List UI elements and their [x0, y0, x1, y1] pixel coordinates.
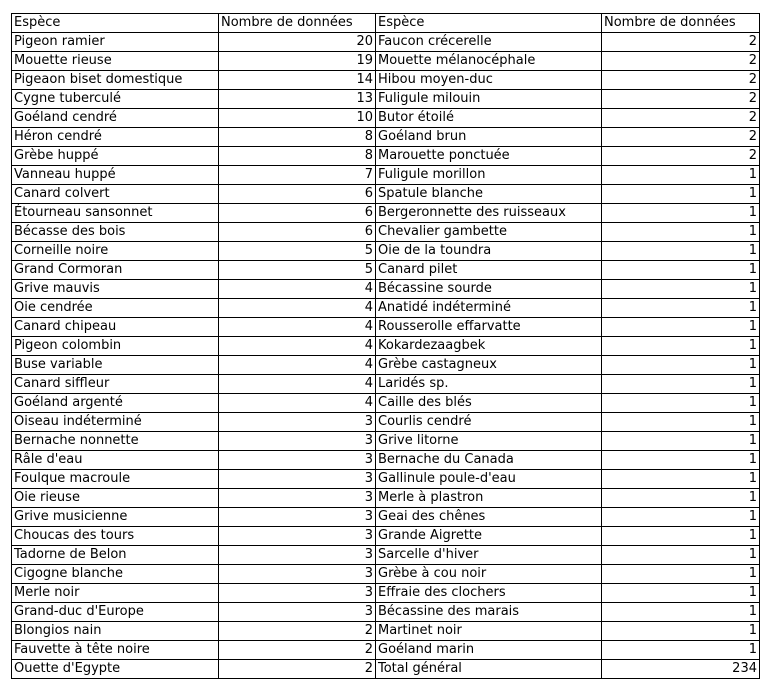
species-cell: Goéland brun	[376, 128, 602, 147]
species-cell: Goéland argenté	[12, 394, 219, 413]
count-cell: 1	[602, 584, 760, 603]
count-cell: 6	[219, 223, 376, 242]
species-cell: Merle à plastron	[376, 489, 602, 508]
species-cell: Fuligule milouin	[376, 90, 602, 109]
species-cell: Laridés sp.	[376, 375, 602, 394]
species-cell: Bergeronnette des ruisseaux	[376, 204, 602, 223]
count-cell: 1	[602, 394, 760, 413]
count-cell: 2	[219, 641, 376, 660]
count-cell: 1	[602, 375, 760, 394]
species-cell: Grèbe à cou noir	[376, 565, 602, 584]
table-row	[12, 299, 760, 318]
species-cell: Faucon crécerelle	[376, 33, 602, 52]
table-row	[12, 204, 760, 223]
species-cell: Corneille noire	[12, 242, 219, 261]
count-cell: 3	[219, 451, 376, 470]
table-row	[12, 470, 760, 489]
species-cell: Marouette ponctuée	[376, 147, 602, 166]
count-cell: 3	[219, 432, 376, 451]
table-row	[12, 508, 760, 527]
species-cell: Martinet noir	[376, 622, 602, 641]
table-row	[12, 546, 760, 565]
table-row	[12, 565, 760, 584]
table-row	[12, 660, 760, 679]
table-row	[12, 356, 760, 375]
count-cell: 10	[219, 109, 376, 128]
species-cell: Anatidé indéterminé	[376, 299, 602, 318]
species-cell: Goéland marin	[376, 641, 602, 660]
species-cell: Courlis cendré	[376, 413, 602, 432]
count-cell: 14	[219, 71, 376, 90]
table-row	[12, 451, 760, 470]
count-cell: 1	[602, 622, 760, 641]
species-cell: Canard chipeau	[12, 318, 219, 337]
table-row	[12, 33, 760, 52]
count-cell: 5	[219, 261, 376, 280]
species-cell: Mouette rieuse	[12, 52, 219, 71]
table-row	[12, 622, 760, 641]
species-cell: Pigeon ramier	[12, 33, 219, 52]
count-cell: 3	[219, 603, 376, 622]
header-species-right: Espèce	[376, 14, 602, 33]
count-cell: 4	[219, 299, 376, 318]
count-cell: 1	[602, 223, 760, 242]
table-row	[12, 603, 760, 622]
table-row	[12, 394, 760, 413]
count-cell: 1	[602, 280, 760, 299]
count-cell: 1	[602, 565, 760, 584]
count-cell: 1	[602, 470, 760, 489]
species-cell: Bécassine des marais	[376, 603, 602, 622]
count-cell: 1	[602, 204, 760, 223]
count-cell: 4	[219, 356, 376, 375]
table-row	[12, 318, 760, 337]
count-cell: 8	[219, 128, 376, 147]
count-cell: 3	[219, 489, 376, 508]
count-cell: 8	[219, 147, 376, 166]
species-cell: Rousserolle effarvatte	[376, 318, 602, 337]
count-cell: 2	[602, 109, 760, 128]
count-cell: 4	[219, 375, 376, 394]
species-cell: Cygne tuberculé	[12, 90, 219, 109]
count-cell: 1	[602, 508, 760, 527]
count-cell: 3	[219, 584, 376, 603]
species-cell: Tadorne de Belon	[12, 546, 219, 565]
species-cell: Choucas des tours	[12, 527, 219, 546]
count-cell: 1	[602, 641, 760, 660]
count-cell: 6	[219, 204, 376, 223]
table-row	[12, 71, 760, 90]
species-cell: Mouette mélanocéphale	[376, 52, 602, 71]
count-cell: 1	[602, 489, 760, 508]
species-cell: Cigogne blanche	[12, 565, 219, 584]
species-cell: Bécasse des bois	[12, 223, 219, 242]
table-row	[12, 489, 760, 508]
species-cell: Héron cendré	[12, 128, 219, 147]
species-cell: Goéland cendré	[12, 109, 219, 128]
table-row	[12, 432, 760, 451]
count-cell: 1	[602, 603, 760, 622]
species-cell: Ouette d'Egypte	[12, 660, 219, 679]
count-cell: 3	[219, 565, 376, 584]
count-cell: 2	[602, 90, 760, 109]
count-cell: 4	[219, 337, 376, 356]
count-cell: 13	[219, 90, 376, 109]
count-cell: 1	[602, 166, 760, 185]
count-cell: 2	[602, 33, 760, 52]
species-cell: Canard colvert	[12, 185, 219, 204]
count-cell: 3	[219, 508, 376, 527]
species-cell: Sarcelle d'hiver	[376, 546, 602, 565]
species-cell: Spatule blanche	[376, 185, 602, 204]
count-cell: 3	[219, 470, 376, 489]
table-row	[12, 375, 760, 394]
table-row	[12, 147, 760, 166]
count-cell: 1	[602, 546, 760, 565]
count-cell: 3	[219, 527, 376, 546]
count-cell: 1	[602, 261, 760, 280]
count-cell: 1	[602, 242, 760, 261]
count-cell: 234	[602, 660, 760, 679]
count-cell: 2	[602, 71, 760, 90]
count-cell: 1	[602, 318, 760, 337]
species-cell: Caille des blés	[376, 394, 602, 413]
species-cell: Bernache nonnette	[12, 432, 219, 451]
count-cell: 7	[219, 166, 376, 185]
table-row	[12, 337, 760, 356]
species-cell: Buse variable	[12, 356, 219, 375]
count-cell: 3	[219, 413, 376, 432]
species-cell: Étourneau sansonnet	[12, 204, 219, 223]
species-cell: Grèbe castagneux	[376, 356, 602, 375]
species-cell: Oie de la toundra	[376, 242, 602, 261]
table-row	[12, 641, 760, 660]
count-cell: 1	[602, 299, 760, 318]
count-cell: 6	[219, 185, 376, 204]
species-cell: Hibou moyen-duc	[376, 71, 602, 90]
species-cell: Pigeon colombin	[12, 337, 219, 356]
count-cell: 1	[602, 451, 760, 470]
table-row	[12, 185, 760, 204]
species-cell: Oie cendrée	[12, 299, 219, 318]
species-count-table	[11, 13, 760, 679]
table-row	[12, 109, 760, 128]
species-cell: Pigeaon biset domestique	[12, 71, 219, 90]
species-cell: Râle d'eau	[12, 451, 219, 470]
table-row	[12, 280, 760, 299]
table-row	[12, 52, 760, 71]
species-cell: Blongios nain	[12, 622, 219, 641]
species-cell: Fuligule morillon	[376, 166, 602, 185]
count-cell: 1	[602, 337, 760, 356]
count-cell: 1	[602, 356, 760, 375]
count-cell: 5	[219, 242, 376, 261]
species-cell: Geai des chênes	[376, 508, 602, 527]
table-row	[12, 242, 760, 261]
species-cell: Gallinule poule-d'eau	[376, 470, 602, 489]
table-row	[12, 261, 760, 280]
species-cell: Grive litorne	[376, 432, 602, 451]
species-cell: Bernache du Canada	[376, 451, 602, 470]
species-cell: Effraie des clochers	[376, 584, 602, 603]
count-cell: 2	[219, 660, 376, 679]
species-cell: Canard siffleur	[12, 375, 219, 394]
table-row	[12, 584, 760, 603]
species-cell: Grande Aigrette	[376, 527, 602, 546]
count-cell: 1	[602, 185, 760, 204]
count-cell: 4	[219, 318, 376, 337]
count-cell: 4	[219, 280, 376, 299]
species-cell: Oiseau indéterminé	[12, 413, 219, 432]
count-cell: 1	[602, 432, 760, 451]
species-cell: Grèbe huppé	[12, 147, 219, 166]
count-cell: 2	[602, 147, 760, 166]
count-cell: 20	[219, 33, 376, 52]
count-cell: 1	[602, 413, 760, 432]
species-cell: Fauvette à tête noire	[12, 641, 219, 660]
species-cell: Grand-duc d'Europe	[12, 603, 219, 622]
table-row	[12, 413, 760, 432]
header-row	[12, 14, 760, 33]
table-row	[12, 90, 760, 109]
count-cell: 1	[602, 527, 760, 546]
species-cell: Grand Cormoran	[12, 261, 219, 280]
table-body	[12, 14, 760, 679]
species-cell: Grive mauvis	[12, 280, 219, 299]
species-cell: Grive musicienne	[12, 508, 219, 527]
table-row	[12, 128, 760, 147]
species-cell: Vanneau huppé	[12, 166, 219, 185]
count-cell: 2	[602, 128, 760, 147]
species-cell: Chevalier gambette	[376, 223, 602, 242]
table-row	[12, 166, 760, 185]
species-cell: Merle noir	[12, 584, 219, 603]
species-cell: Canard pilet	[376, 261, 602, 280]
species-cell: Kokardezaagbek	[376, 337, 602, 356]
count-cell: 3	[219, 546, 376, 565]
species-cell: Foulque macroule	[12, 470, 219, 489]
table-row	[12, 527, 760, 546]
count-cell: 2	[219, 622, 376, 641]
count-cell: 4	[219, 394, 376, 413]
species-cell: Bécassine sourde	[376, 280, 602, 299]
species-cell: Oie rieuse	[12, 489, 219, 508]
species-cell: Butor étoilé	[376, 109, 602, 128]
header-count-right: Nombre de données	[602, 14, 760, 33]
count-cell: 2	[602, 52, 760, 71]
header-species-left: Espèce	[12, 14, 219, 33]
count-cell: 19	[219, 52, 376, 71]
table-row	[12, 223, 760, 242]
species-cell: Total général	[376, 660, 602, 679]
header-count-left: Nombre de données	[219, 14, 376, 33]
